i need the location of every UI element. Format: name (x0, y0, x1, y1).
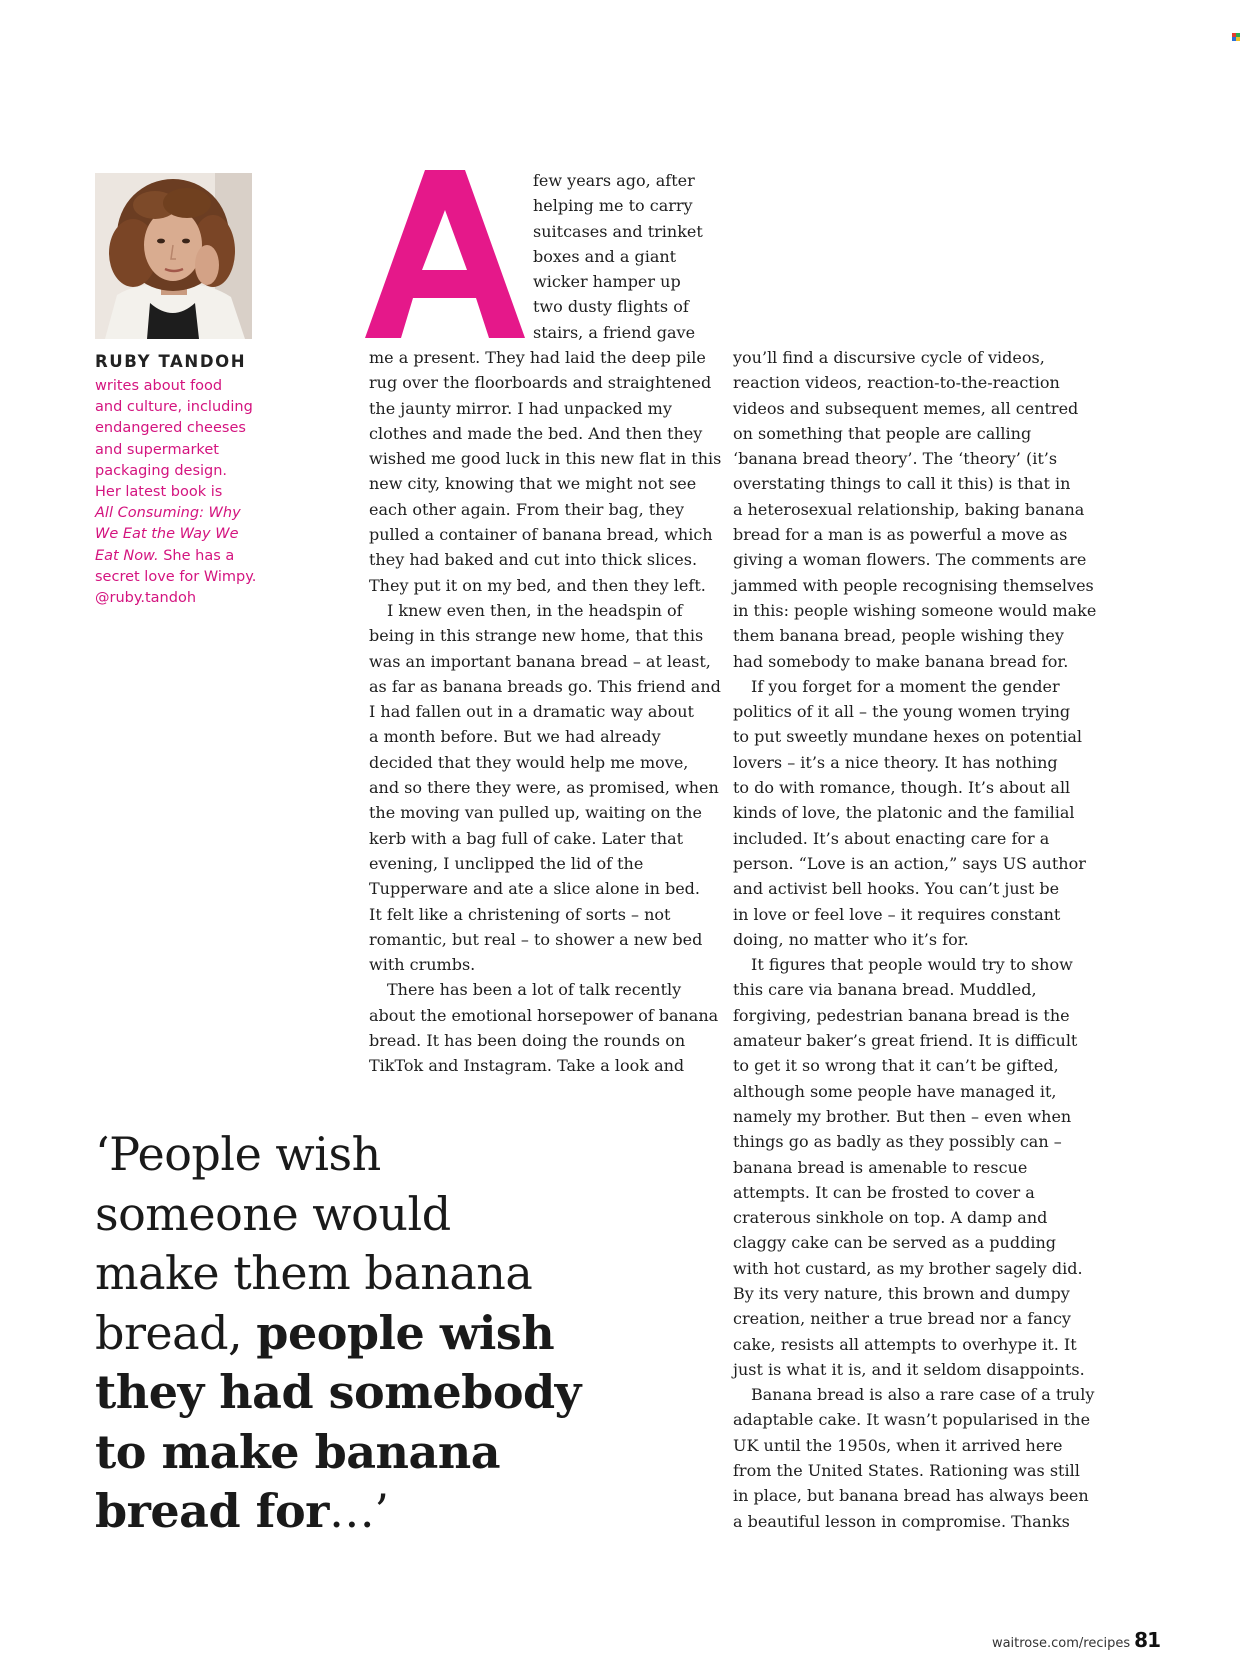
pull-quote-line (95, 1482, 655, 1542)
article-column-2 (733, 345, 1096, 1534)
footer-url[interactable]: waitrose.com/recipes (991, 1636, 1131, 1651)
book-title-end: Eat Now. (95, 547, 159, 564)
text-line: a beautiful lesson in compromise. Thanks (733, 1511, 1070, 1531)
text-line: in place, but banana bread has always been (733, 1486, 1089, 1506)
text-line: from the United States. Rationing was still (733, 1461, 1080, 1481)
text-line: overstating things to call it this) is that in (733, 474, 1071, 494)
text-line: me a present. They had laid the deep pile (369, 348, 706, 367)
text-line: wicker hamper up (533, 272, 681, 292)
text-line: new city, knowing that we might not see (369, 474, 697, 494)
text-line: bread for a man is as powerful a move as (733, 525, 1068, 545)
text-line: It felt like a christening of sorts – not (369, 904, 671, 924)
text-line: helping me to carry (533, 196, 693, 216)
bio-line (95, 546, 270, 567)
text-line: I had fallen out in a dramatic way about (369, 702, 694, 722)
text-line: rug over the floorboards and straightened (369, 373, 712, 393)
text-line: two dusty flights of (533, 297, 689, 317)
pull-quote (95, 1125, 655, 1542)
bio-line: endangered cheeses (95, 420, 246, 437)
text-line: although some people have managed it, (733, 1081, 1057, 1101)
text-line: with crumbs. (369, 955, 476, 975)
bio-fragment: She has a (158, 547, 235, 564)
page-number: 81 (1134, 1628, 1160, 1652)
bio-line: secret love for Wimpy. (95, 568, 257, 585)
text-line: suitcases and trinket (533, 221, 703, 241)
pull-quote-line: they had somebody (95, 1365, 581, 1419)
text-line: banana bread is amenable to rescue (733, 1157, 1028, 1177)
pull-quote-line: to make banana (95, 1424, 501, 1479)
text-line: you’ll find a discursive cycle of videos, (733, 348, 1045, 367)
text-line: UK until the 1950s, when it arrived here (733, 1435, 1063, 1455)
text-line: politics of it all – the young women trying (733, 702, 1071, 722)
bio-line: packaging design. (95, 462, 228, 479)
text-line: and so there they were, as promised, when (369, 778, 719, 798)
text-line: amateur baker’s great friend. It is difficult (733, 1031, 1078, 1051)
text-line: lovers – it’s a nice theory. It has nothing (733, 752, 1058, 772)
article-intro-lines (533, 168, 703, 345)
text-line: kerb with a bag full of cake. Later that (369, 828, 684, 848)
text-line: they had baked and cut into thick slices. (369, 550, 698, 570)
bio-line: and culture, including (95, 399, 253, 416)
text-line: on something that people are calling (733, 423, 1032, 443)
book-title-line: All Consuming: Why (95, 505, 241, 522)
text-line: forgiving, pedestrian banana bread is the (733, 1005, 1070, 1025)
text-line: to get it so wrong that it can’t be gifted, (733, 1056, 1059, 1076)
text-line: ‘banana bread theory’. The ‘theory’ (it’s (733, 449, 1058, 469)
book-title-line: We Eat the Way We (95, 526, 239, 543)
text-line: them banana bread, people wishing they (733, 626, 1064, 646)
pull-quote-fragment: bread, (95, 1305, 257, 1360)
author-photo (95, 173, 252, 339)
text-line: By its very nature, this brown and dumpy (733, 1283, 1070, 1303)
text-line: cake, resists all attempts to overhype it. It (733, 1334, 1077, 1354)
text-line: romantic, but real – to shower a new bed (369, 929, 703, 949)
text-line: the moving van pulled up, waiting on the (369, 803, 702, 823)
bio-line: and supermarket (95, 441, 219, 458)
text-line: namely my brother. But then – even when (733, 1106, 1072, 1126)
text-line: pulled a container of banana bread, which (369, 525, 713, 545)
text-line: being in this strange new home, that this (369, 626, 704, 646)
text-line: wished me good luck in this new flat in this (369, 449, 722, 469)
text-line: They put it on my bed, and then they left. (369, 575, 706, 595)
text-line: each other again. From their bag, they (369, 499, 684, 519)
text-line: boxes and a giant (533, 246, 677, 266)
text-line: kinds of love, the platonic and the familial (733, 803, 1075, 823)
text-line: reaction videos, reaction-to-the-reaction (733, 373, 1060, 393)
text-line: Banana bread is also a rare case of a truly (751, 1385, 1095, 1405)
text-line: this care via banana bread. Muddled, (733, 980, 1037, 1000)
pull-quote-line: ‘People wish (95, 1127, 381, 1181)
bio-line: writes about food (95, 378, 223, 394)
pull-quote-emphasis: bread for (95, 1484, 329, 1538)
text-line: a month before. But we had already (369, 727, 661, 747)
text-line: a heterosexual relationship, baking banana (733, 499, 1085, 519)
text-line: bread. It has been doing the rounds on (369, 1031, 686, 1051)
text-line: TikTok and Instagram. Take a look and (369, 1056, 685, 1076)
text-line: about the emotional horsepower of banana (369, 1005, 719, 1025)
text-line: adaptable cake. It wasn’t popularised in the (733, 1410, 1091, 1430)
text-line: just is what it is, and it seldom disappoints. (733, 1359, 1085, 1379)
pull-quote-emphasis: people wish (256, 1305, 555, 1360)
author-bio (95, 376, 270, 609)
text-line: Tupperware and ate a slice alone in bed. (369, 879, 700, 899)
text-line: decided that they would help me move, (369, 752, 689, 772)
text-line: few years ago, after (533, 171, 695, 190)
text-line: craterous sinkhole on top. A damp and (733, 1208, 1048, 1228)
text-line: person. “Love is an action,” says US author (733, 853, 1086, 873)
text-line: claggy cake can be served as a pudding (733, 1233, 1056, 1253)
text-line: clothes and made the bed. And then they (369, 423, 703, 443)
author-handle: @ruby.tandoh (95, 590, 197, 607)
text-line: in love or feel love – it requires constant (733, 904, 1061, 924)
text-line: attempts. It can be frosted to cover a (733, 1182, 1035, 1202)
text-line: included. It’s about enacting care for a (733, 828, 1050, 848)
text-line: giving a woman flowers. The comments are (733, 550, 1087, 570)
pull-quote-line (95, 1304, 655, 1364)
drop-cap-letter (365, 170, 525, 338)
text-line: to put sweetly mundane hexes on potential (733, 727, 1083, 747)
text-line: in this: people wishing someone would make (733, 600, 1097, 620)
text-line: videos and subsequent memes, all centred (733, 398, 1079, 418)
text-line: to do with romance, though. It’s about all (733, 778, 1071, 798)
text-line: I knew even then, in the headspin of (387, 600, 683, 620)
pull-quote-ending: …’ (328, 1484, 389, 1538)
pull-quote-line: make them banana (95, 1246, 533, 1300)
text-line: doing, no matter who it’s for. (733, 929, 969, 949)
text-line: things go as badly as they possibly can – (733, 1132, 1062, 1152)
text-line: the jaunty mirror. I had unpacked my (369, 398, 672, 418)
text-line: creation, neither a true bread nor a fancy (733, 1309, 1071, 1329)
text-line: had somebody to make banana bread for. (733, 651, 1069, 671)
page-footer (992, 1628, 1160, 1652)
text-line: If you forget for a moment the gender (751, 676, 1060, 696)
color-registration-mark (1232, 33, 1240, 41)
bio-line: Her latest book is (95, 484, 223, 501)
article-column-1 (369, 345, 721, 1079)
text-line: There has been a lot of talk recently (387, 980, 682, 1000)
text-line: as far as banana breads go. This friend and (369, 676, 721, 696)
author-name: RUBY TANDOH (95, 352, 247, 371)
text-line: evening, I unclipped the lid of the (369, 853, 644, 873)
text-line: It figures that people would try to show (751, 955, 1073, 975)
text-line: with hot custard, as my brother sagely did. (733, 1258, 1083, 1278)
pull-quote-line: someone would (95, 1186, 451, 1241)
text-line: jammed with people recognising themselves (733, 575, 1094, 595)
text-line: stairs, a friend gave (533, 322, 696, 342)
text-line: was an important banana bread – at least, (369, 651, 711, 671)
text-line: and activist bell hooks. You can’t just be (733, 879, 1060, 899)
